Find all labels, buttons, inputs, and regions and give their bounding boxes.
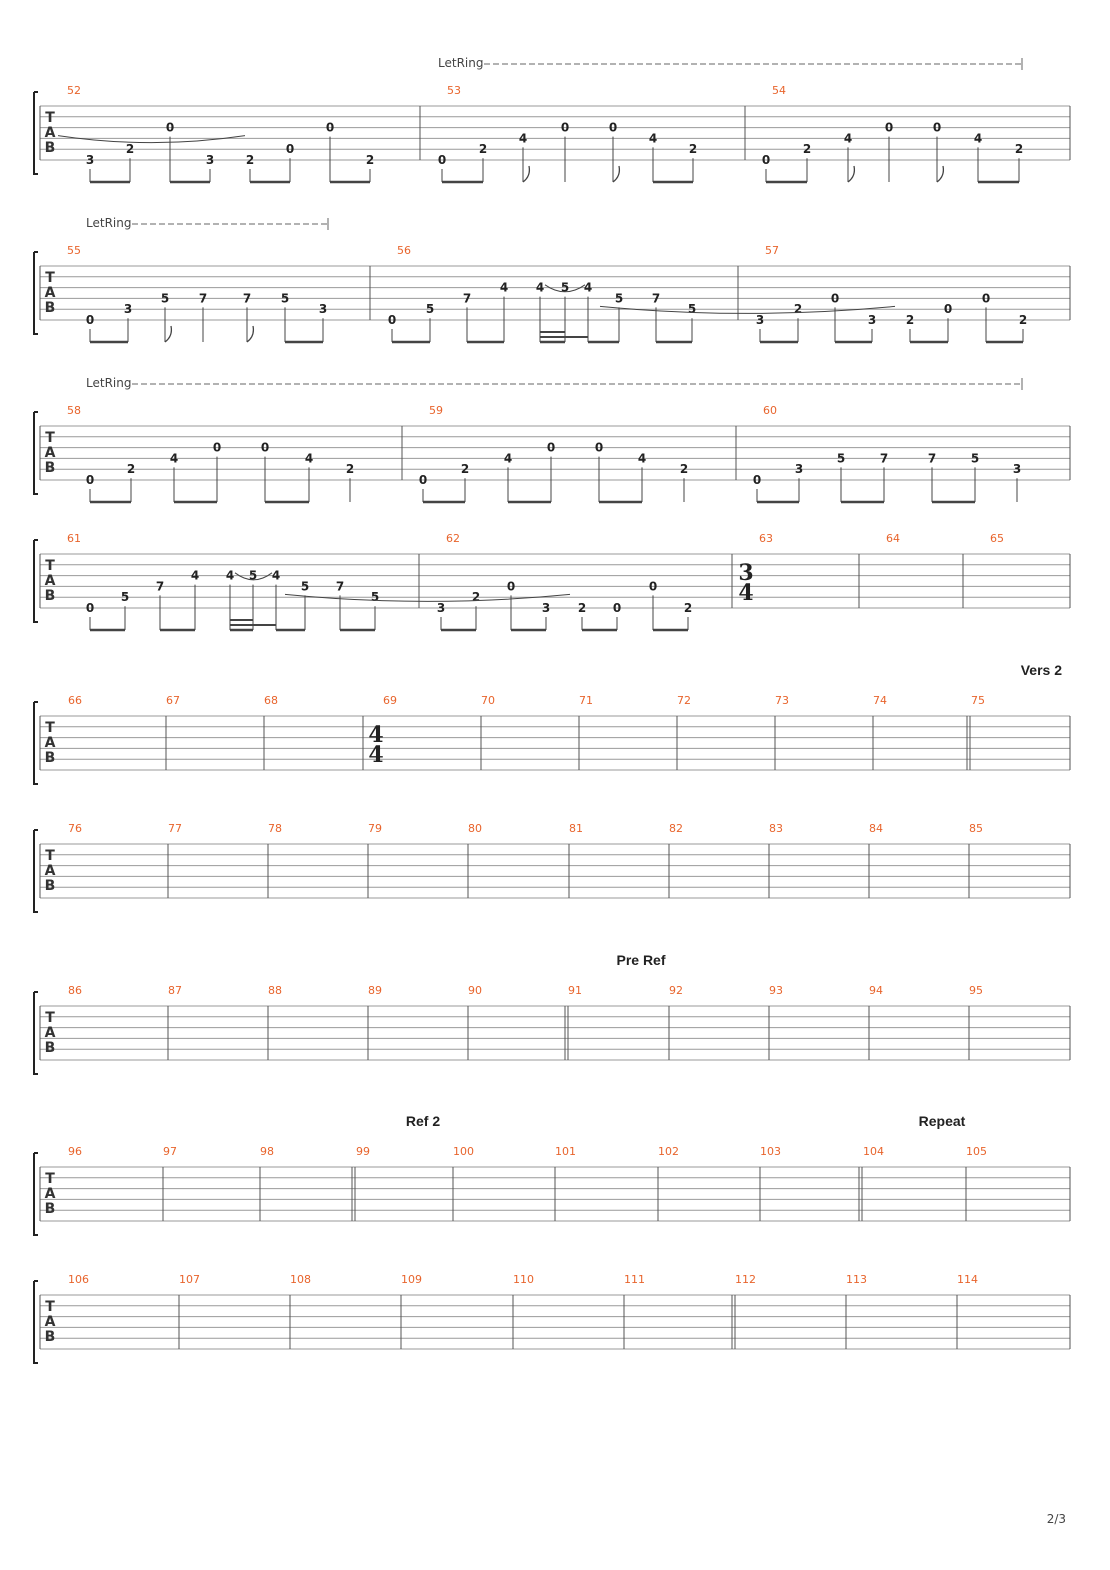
measure-number: 77 [168, 822, 182, 835]
fret-number: 0 [612, 601, 622, 615]
fret-number: 3 [85, 153, 95, 167]
measure-number: 93 [769, 984, 783, 997]
fret-number: 0 [594, 440, 604, 455]
fret-number: 5 [160, 291, 170, 306]
measure-number: 74 [873, 694, 887, 707]
tab-clef-letter: A [44, 285, 56, 301]
tab-staff-system-8 [34, 1113, 1070, 1235]
fret-number: 5 [970, 451, 980, 466]
tab-clef-letter: A [44, 1025, 56, 1041]
system-bracket [34, 540, 38, 622]
measure-number: 79 [368, 822, 382, 835]
tie-slur [58, 136, 245, 143]
fret-number: 0 [648, 579, 658, 594]
tab-staff-system-1 [34, 56, 1070, 182]
tab-staff-system-7 [34, 952, 1070, 1074]
tab-clef-letter: T [45, 430, 55, 446]
fret-number: 0 [437, 153, 447, 167]
fret-number: 4 [973, 131, 983, 146]
system-bracket [34, 92, 38, 174]
let-ring-label: LetRing [86, 376, 132, 390]
tab-clef-letter: B [44, 300, 56, 316]
fret-number: 4 [499, 280, 509, 295]
fret-number: 0 [85, 601, 95, 615]
fret-number: 3 [755, 313, 765, 327]
measure-number: 108 [290, 1273, 311, 1286]
fret-number: 3 [867, 313, 877, 327]
system-bracket [34, 830, 38, 912]
fret-number: 0 [608, 120, 618, 135]
measure-number: 75 [971, 694, 985, 707]
let-ring-label: LetRing [86, 216, 132, 230]
measure-number: 63 [759, 532, 773, 545]
measure-number: 111 [624, 1273, 645, 1286]
measure-number: 110 [513, 1273, 534, 1286]
fret-number: 4 [169, 451, 179, 466]
fret-number: 0 [506, 579, 516, 594]
time-signature-top: 3 [738, 560, 754, 586]
tab-staff-system-3 [34, 376, 1070, 502]
tab-clef-letter: A [44, 1186, 56, 1202]
fret-number: 3 [123, 302, 133, 317]
measure-number: 65 [990, 532, 1004, 545]
measure-number: 85 [969, 822, 983, 835]
fret-number: 0 [932, 120, 942, 135]
fret-number: 4 [271, 568, 281, 583]
fret-number: 0 [260, 440, 270, 455]
fret-number: 4 [535, 280, 545, 295]
tab-staff-system-6 [34, 822, 1070, 912]
measure-number: 84 [869, 822, 883, 835]
fret-number: 0 [830, 291, 840, 306]
system-bracket [34, 1153, 38, 1235]
system-bracket [34, 992, 38, 1074]
fret-number: 0 [884, 120, 894, 135]
fret-number: 3 [541, 601, 551, 615]
fret-number: 4 [518, 131, 528, 146]
measure-number: 78 [268, 822, 282, 835]
fret-number: 4 [637, 451, 647, 466]
fret-number: 2 [577, 601, 587, 615]
measure-number: 89 [368, 984, 382, 997]
fret-number: 0 [212, 440, 222, 455]
fret-number: 2 [478, 142, 488, 157]
fret-number: 4 [190, 568, 200, 583]
fret-number: 0 [981, 291, 991, 306]
fret-number: 2 [365, 153, 375, 167]
measure-number: 62 [446, 532, 460, 545]
measure-number: 103 [760, 1145, 781, 1158]
fret-number: 2 [802, 142, 812, 157]
fret-number: 2 [345, 462, 355, 477]
system-bracket [34, 412, 38, 494]
fret-number: 2 [679, 462, 689, 477]
measure-number: 55 [67, 244, 81, 257]
fret-number: 0 [560, 120, 570, 135]
fret-number: 2 [245, 153, 255, 167]
fret-number: 2 [125, 142, 135, 157]
system-bracket [34, 702, 38, 784]
fret-number: 7 [198, 291, 208, 306]
fret-number: 5 [280, 291, 290, 306]
fret-number: 4 [648, 131, 658, 146]
fret-number: 5 [836, 451, 846, 466]
fret-number: 2 [905, 313, 915, 327]
measure-number: 64 [886, 532, 900, 545]
fret-number: 2 [683, 601, 693, 615]
fret-number: 0 [85, 473, 95, 487]
fret-number: 4 [304, 451, 314, 466]
tie-slur [285, 594, 570, 601]
measure-number: 112 [735, 1273, 756, 1286]
measure-number: 59 [429, 404, 443, 417]
tab-staff-system-4 [34, 532, 1070, 630]
measure-number: 57 [765, 244, 779, 257]
measure-number: 113 [846, 1273, 867, 1286]
time-signature-bottom: 4 [738, 580, 754, 606]
fret-number: 5 [370, 590, 380, 605]
measure-number: 95 [969, 984, 983, 997]
measure-number: 52 [67, 84, 81, 97]
tab-clef-letter: T [45, 720, 55, 736]
tie-slur [600, 306, 895, 313]
measure-number: 76 [68, 822, 82, 835]
tab-clef-letter: T [45, 270, 55, 286]
fret-number: 0 [85, 313, 95, 327]
fret-number: 3 [318, 302, 328, 317]
tab-clef-letter: B [44, 588, 56, 604]
tab-clef-letter: B [44, 878, 56, 894]
tab-clef-letter: T [45, 1299, 55, 1315]
measure-number: 100 [453, 1145, 474, 1158]
measure-number: 88 [268, 984, 282, 997]
measure-number: 98 [260, 1145, 274, 1158]
fret-number: 5 [560, 280, 570, 295]
fret-number: 5 [614, 291, 624, 306]
tab-clef-letter: T [45, 848, 55, 864]
fret-number: 0 [418, 473, 428, 487]
measure-number: 102 [658, 1145, 679, 1158]
measure-number: 101 [555, 1145, 576, 1158]
eighth-flag [165, 326, 171, 342]
fret-number: 0 [761, 153, 771, 167]
fret-number: 7 [651, 291, 661, 306]
fret-number: 4 [225, 568, 235, 583]
fret-number: 3 [436, 601, 446, 615]
measure-number: 67 [166, 694, 180, 707]
system-bracket [34, 1281, 38, 1363]
tab-staff-system-9 [34, 1273, 1070, 1363]
fret-number: 7 [335, 579, 345, 594]
fret-number: 2 [460, 462, 470, 477]
eighth-flag [523, 166, 529, 182]
time-signature-top: 4 [368, 722, 384, 748]
fret-number: 2 [1018, 313, 1028, 327]
measure-number: 58 [67, 404, 81, 417]
fret-number: 7 [462, 291, 472, 306]
section-label: Pre Ref [616, 952, 666, 968]
fret-number: 0 [285, 142, 295, 157]
fret-number: 5 [425, 302, 435, 317]
eighth-flag [247, 326, 253, 342]
measure-number: 83 [769, 822, 783, 835]
fret-number: 7 [927, 451, 937, 466]
measure-number: 81 [569, 822, 583, 835]
fret-number: 2 [471, 590, 481, 605]
tab-clef-letter: A [44, 573, 56, 589]
tab-clef-letter: B [44, 1201, 56, 1217]
fret-number: 7 [879, 451, 889, 466]
measure-number: 60 [763, 404, 777, 417]
tab-clef-letter: B [44, 1040, 56, 1056]
tab-clef-letter: A [44, 1314, 56, 1330]
measure-number: 94 [869, 984, 883, 997]
measure-number: 53 [447, 84, 461, 97]
measure-number: 72 [677, 694, 691, 707]
measure-number: 97 [163, 1145, 177, 1158]
tab-clef-letter: T [45, 1010, 55, 1026]
fret-number: 0 [165, 120, 175, 135]
measure-number: 70 [481, 694, 495, 707]
fret-number: 3 [205, 153, 215, 167]
fret-number: 3 [1012, 462, 1022, 477]
tab-clef-letter: T [45, 1171, 55, 1187]
fret-number: 2 [1014, 142, 1024, 157]
tab-clef-letter: B [44, 140, 56, 156]
fret-number: 5 [300, 579, 310, 594]
measure-number: 71 [579, 694, 593, 707]
fret-number: 2 [688, 142, 698, 157]
fret-number: 0 [546, 440, 556, 455]
tab-clef-letter: T [45, 110, 55, 126]
section-label: Ref 2 [405, 1113, 441, 1129]
measure-number: 105 [966, 1145, 987, 1158]
fret-number: 5 [687, 302, 697, 317]
measure-number: 87 [168, 984, 182, 997]
tab-clef-letter: A [44, 445, 56, 461]
measure-number: 80 [468, 822, 482, 835]
measure-number: 104 [863, 1145, 884, 1158]
measure-number: 90 [468, 984, 482, 997]
fret-number: 3 [794, 462, 804, 477]
eighth-flag [937, 166, 943, 182]
tab-staff-system-2 [34, 216, 1070, 342]
eighth-flag [613, 166, 619, 182]
tab-clef-letter: B [44, 460, 56, 476]
tab-clef-letter: A [44, 735, 56, 751]
fret-number: 0 [387, 313, 397, 327]
measure-number: 61 [67, 532, 81, 545]
page-number: 2/3 [1046, 1512, 1066, 1526]
fret-number: 7 [155, 579, 165, 594]
fret-number: 5 [120, 590, 130, 605]
fret-number: 4 [843, 131, 853, 146]
measure-number: 109 [401, 1273, 422, 1286]
fret-number: 7 [242, 291, 252, 306]
tab-staff-system-5 [34, 662, 1070, 784]
section-label: Vers 2 [1020, 662, 1062, 678]
tab-clef-letter: B [44, 1329, 56, 1345]
measure-number: 107 [179, 1273, 200, 1286]
system-bracket [34, 252, 38, 334]
tab-clef-letter: B [44, 750, 56, 766]
measure-number: 68 [264, 694, 278, 707]
tab-clef-letter: A [44, 863, 56, 879]
fret-number: 4 [583, 280, 593, 295]
tab-clef-letter: T [45, 558, 55, 574]
measure-number: 82 [669, 822, 683, 835]
fret-number: 2 [126, 462, 136, 477]
measure-number: 106 [68, 1273, 89, 1286]
fret-number: 5 [248, 568, 258, 583]
fret-number: 4 [503, 451, 513, 466]
section-label: Repeat [918, 1113, 966, 1129]
fret-number: 0 [943, 302, 953, 317]
fret-number: 2 [793, 302, 803, 317]
measure-number: 91 [568, 984, 582, 997]
measure-number: 86 [68, 984, 82, 997]
measure-number: 92 [669, 984, 683, 997]
fret-number: 0 [325, 120, 335, 135]
measure-number: 99 [356, 1145, 370, 1158]
let-ring-label: LetRing [438, 56, 484, 70]
tab-clef-letter: A [44, 125, 56, 141]
measure-number: 54 [772, 84, 786, 97]
measure-number: 73 [775, 694, 789, 707]
fret-number: 0 [752, 473, 762, 487]
measure-number: 69 [383, 694, 397, 707]
measure-number: 56 [397, 244, 411, 257]
measure-number: 96 [68, 1145, 82, 1158]
measure-number: 114 [957, 1273, 978, 1286]
time-signature-bottom: 4 [368, 742, 384, 768]
measure-number: 66 [68, 694, 82, 707]
eighth-flag [848, 166, 854, 182]
